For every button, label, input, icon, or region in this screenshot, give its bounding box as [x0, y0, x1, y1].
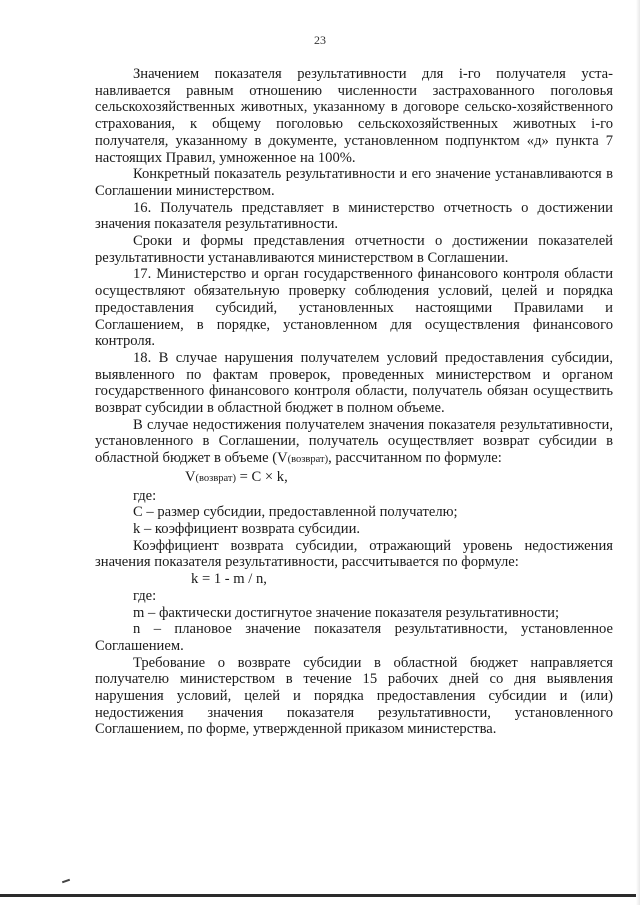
non-achievement-end: , рассчитанном по формуле: — [328, 450, 502, 467]
scan-edge-shadow — [636, 0, 640, 905]
paragraph-indicator-agreement: Конкретный показатель результативности и его значение устанавливаются в Соглашении министерством. — [95, 166, 613, 199]
paragraph-indicator-definition: Значением показателя результативности для i-го получателя уста-навливается равным отношению численности застрахованного поголовья сельскохозяйственных животных, указанному в договоре сельско-хозяйственного страхования, к общему поголовью сельскохозяйственных животных i-го получателя, указанному в документе, установленном подпунктом «д» пункта 7 настоящих Правил, умноженное на 100%. — [95, 66, 613, 166]
paragraph-return-requirement: Требование о возврате субсидии в областной бюджет направляется получателю министерством в течение 15 рабочих дней со дня выявления нарушения условий, целей и порядка предоставления субсидии и (или) недостижения значения показателя результативности, установленного Соглашением, по форме, утвержденной приказом министерства. — [95, 654, 613, 738]
where-label-2: где: — [133, 587, 157, 604]
formula-lhs: V — [185, 468, 196, 485]
scan-bottom-border — [0, 894, 640, 897]
non-achievement-text: В случае недостижения получателем значения показателя результативности, установленного в Соглашении, получатель осуществляет возврат субсидии в областной бюджет в объеме (V — [95, 416, 613, 467]
formula-rhs: = C × k, — [236, 468, 288, 485]
definition-c: C – размер субсидии, предоставленной получателю; — [133, 504, 458, 521]
paragraph-non-achievement — [95, 417, 613, 469]
scan-mark — [62, 879, 70, 884]
definition-n: n – плановое значение показателя результативности, установленное Соглашением. — [95, 621, 613, 654]
paragraph-coefficient: Коэффициент возврата субсидии, отражающий уровень недостижения значения показателя результативности, рассчитывается по формуле: — [95, 537, 613, 571]
document-body — [95, 66, 613, 738]
paragraph-17-control: 17. Министерство и орган государственного финансового контроля области осуществляют обязательную проверку соблюдения условий, целей и порядка предоставления субсидий, установленных настоящими Правилами и Соглашением, в порядке, установленном для осуществления финансового контроля. — [95, 266, 613, 350]
paragraph-18-violation: 18. В случае нарушения получателем условий предоставления субсидии, выявленного по фактам проверок, проведенных министерством и органом государственного финансового контроля области, получатель обязан осуществить возврат субсидии в областной бюджет в полном объеме. — [95, 349, 613, 417]
return-subscript: (возврат) — [287, 454, 329, 466]
where-label-1: где: — [133, 487, 157, 504]
paragraph-reporting-terms: Сроки и формы представления отчетности о достижении показателей результативности устанавливаются министерством в Соглашении. — [95, 233, 613, 266]
formula-lhs-subscript: (возврат) — [195, 472, 237, 484]
page-number: 23 — [314, 33, 326, 47]
definition-k: k – коэффициент возврата субсидии. — [133, 520, 361, 537]
formula-coefficient: k = 1 - m / n, — [191, 571, 267, 588]
paragraph-16-reporting: 16. Получатель представляет в министерство отчетность о достижении значения показателя результативности. — [95, 199, 613, 233]
definition-m: m – фактически достигнутое значение показателя результативности; — [133, 604, 560, 621]
formula-return-volume — [95, 469, 613, 488]
